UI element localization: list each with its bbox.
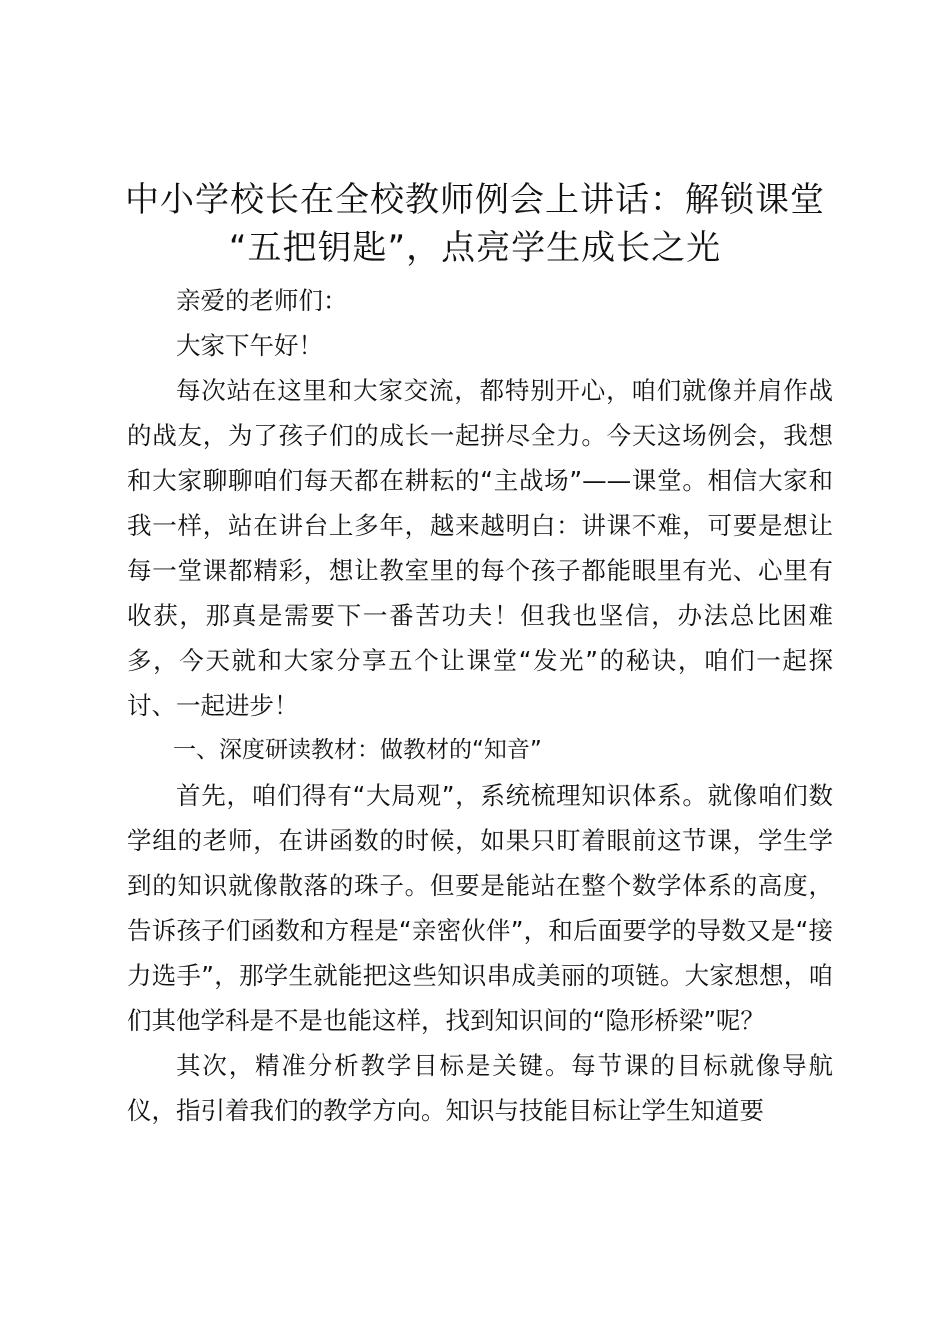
title-line-1: 中小学校长在全校教师例会上讲话：解锁课堂 (125, 180, 825, 220)
body-paragraph: 首先，咱们得有“大局观”，系统梳理知识体系。就像咱们数学组的老师，在讲函数的时候，如果只盯着眼前这节课，学生学到的知识就像散落的珠子。但要是能站在整个数学体系的高度，告诉孩子们函数和方程是“亲密伙伴”，和后面要学的导数又是“接力选手”，那学生就能把这些知识串成美丽的项链。大家想想，咱们其他学科是不是也能这样，找到知识间的“隐形桥梁”呢？ (127, 781, 833, 1035)
salutation: 亲爱的老师们： (176, 286, 348, 315)
document-body (127, 278, 833, 1133)
section-heading: 一、深度研读教材：做教材的“知音” (173, 737, 542, 763)
intro-paragraph: 每次站在这里和大家交流，都特别开心，咱们就像并肩作战的战友，为了孩子们的成长一起拼尽全力。今天这场例会，我想和大家聊聊咱们每天都在耕耘的“主战场”——课堂。相信大家和我一样，站在讲台上多年，越来越明白：讲课不难，可要是想让每一堂课都精彩，想让教室里的每个孩子都能眼里有光、心里有收获，那真是需要下一番苦功夫！但我也坚信，办法总比困难多，今天就和大家分享五个让课堂“发光”的秘诀，咱们一起探讨、一起进步！ (127, 376, 833, 720)
document-title (110, 176, 840, 272)
greeting: 大家下午好！ (176, 331, 323, 360)
title-line-2: “五把钥匙”，点亮学生成长之光 (228, 228, 722, 268)
body-paragraph: 其次，精准分析教学目标是关键。每节课的目标就像导航仪，指引着我们的教学方向。知识与技能目标让学生知道要 (127, 1051, 833, 1125)
